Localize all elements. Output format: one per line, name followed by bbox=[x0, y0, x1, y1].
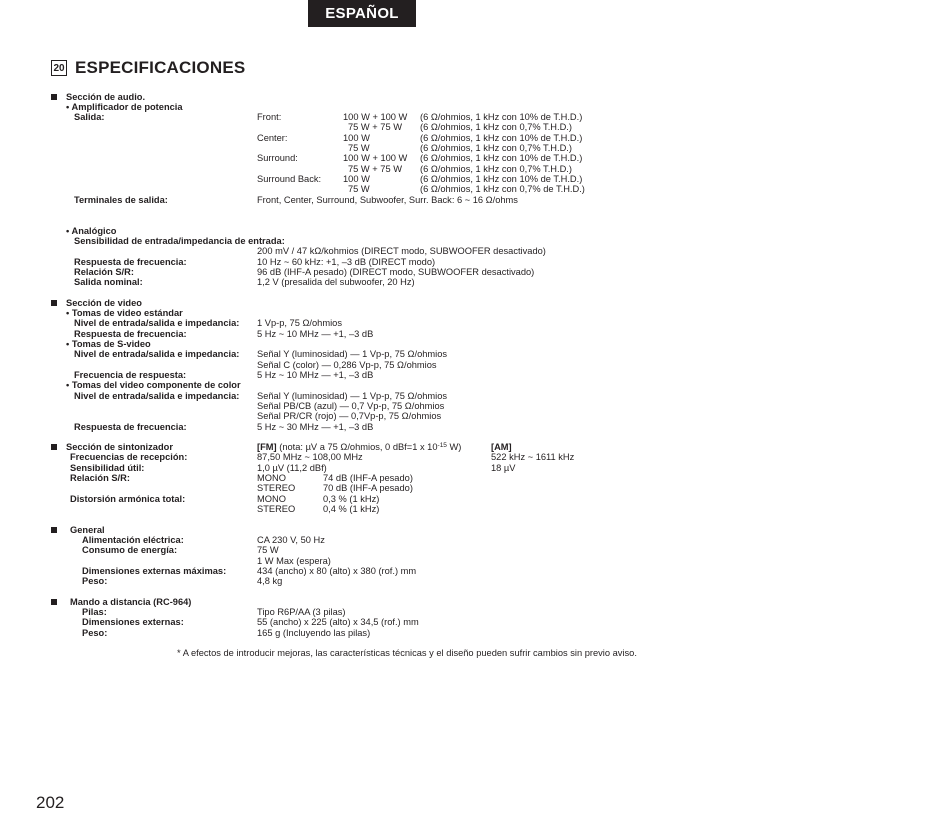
tuner-heading: Sección de sintonizador bbox=[66, 442, 173, 452]
comp-y: Señal Y (luminosidad) — 1 Vp-p, 75 Ω/ohmios bbox=[257, 391, 448, 401]
s-heading: • Tomas de S-video bbox=[66, 339, 151, 349]
fm-note-exponent: -15 bbox=[437, 442, 447, 449]
comp-pr: Señal PR/CR (rojo) — 0,7Vp-p, 75 Ω/ohmios bbox=[257, 411, 442, 421]
bullet-square bbox=[51, 599, 57, 605]
tuner-sn-mono-mode: MONO bbox=[257, 473, 286, 483]
output-spec: (6 Ω/ohmios, 1 kHz con 10% de T.H.D.) bbox=[420, 133, 583, 143]
output-spec: (6 Ω/ohmios, 1 kHz con 10% de T.H.D.) bbox=[420, 153, 583, 163]
output-spec: (6 Ω/ohmios, 1 kHz con 0,7% T.H.D.) bbox=[420, 143, 572, 153]
dist-stereo-mode: STEREO bbox=[257, 504, 296, 514]
fm-header bbox=[257, 442, 461, 452]
dims-value: 434 (ancho) x 80 (alto) x 380 (rof.) mm bbox=[257, 566, 417, 576]
fm-note-end: W) bbox=[446, 442, 462, 452]
resp-label: Respuesta de frecuencia: bbox=[74, 257, 187, 267]
sn-label: Relación S/R: bbox=[74, 267, 134, 277]
comp-heading: • Tomas del video componente de color bbox=[66, 380, 241, 390]
remote-weight-label: Peso: bbox=[82, 628, 108, 638]
s-level-y: Señal Y (luminosidad) — 1 Vp-p, 75 Ω/ohmios bbox=[257, 349, 448, 359]
output-spec: (6 Ω/ohmios, 1 kHz con 10% de T.H.D.) bbox=[420, 112, 583, 122]
std-resp-value: 5 Hz ~ 10 MHz — +1, –3 dB bbox=[257, 329, 374, 339]
output-channel: Surround: bbox=[257, 153, 298, 163]
tuner-sn-label: Relación S/R: bbox=[70, 473, 130, 483]
audio-heading: Sección de audio. bbox=[66, 92, 146, 102]
std-level-label: Nivel de entrada/salida e impedancia: bbox=[74, 318, 240, 328]
consumption-value: 75 W bbox=[257, 545, 279, 555]
freq-am: 522 kHz ~ 1611 kHz bbox=[491, 452, 575, 462]
remote-weight-value: 165 g (Incluyendo las pilas) bbox=[257, 628, 371, 638]
resp-value: 10 Hz ~ 60 kHz: +1, –3 dB (DIRECT modo) bbox=[257, 257, 436, 267]
amp-heading: • Amplificador de potencia bbox=[66, 102, 183, 112]
tuner-sens-am: 18 µV bbox=[491, 463, 516, 473]
comp-resp-value: 5 Hz ~ 30 MHz — +1, –3 dB bbox=[257, 422, 374, 432]
tuner-sn-mono-value: 74 dB (IHF-A pesado) bbox=[323, 473, 413, 483]
dist-label: Distorsión armónica total: bbox=[70, 494, 186, 504]
output-channel: Front: bbox=[257, 112, 282, 122]
standby-value: 1 W Max (espera) bbox=[257, 556, 331, 566]
dist-mono-mode: MONO bbox=[257, 494, 286, 504]
output-channel: Center: bbox=[257, 133, 288, 143]
remote-heading: Mando a distancia (RC-964) bbox=[70, 597, 192, 607]
power-label: Alimentación eléctrica: bbox=[82, 535, 184, 545]
tuner-sn-stereo-mode: STEREO bbox=[257, 483, 296, 493]
fm-label: [FM] bbox=[257, 442, 277, 452]
s-resp-label: Frecuencia de respuesta: bbox=[74, 370, 187, 380]
remote-dims-value: 55 (ancho) x 225 (alto) x 34,5 (rof.) mm bbox=[257, 617, 419, 627]
footnote: * A efectos de introducir mejoras, las características técnicas y el diseño pueden sufrir cambios sin previo aviso. bbox=[177, 648, 637, 658]
freq-fm: 87,50 MHz ~ 108,00 MHz bbox=[257, 452, 363, 462]
std-resp-label: Respuesta de frecuencia: bbox=[74, 329, 187, 339]
weight-value: 4,8 kg bbox=[257, 576, 283, 586]
comp-resp-label: Respuesta de frecuencia: bbox=[74, 422, 187, 432]
dims-label: Dimensiones externas máximas: bbox=[82, 566, 227, 576]
dist-stereo-value: 0,4 % (1 kHz) bbox=[323, 504, 380, 514]
page-number: 202 bbox=[36, 793, 65, 812]
output-spec: (6 Ω/ohmios, 1 kHz con 0,7% T.H.D.) bbox=[420, 122, 572, 132]
freq-label: Frecuencias de recepción: bbox=[70, 452, 188, 462]
nominal-value: 1,2 V (presalida del subwoofer, 20 Hz) bbox=[257, 277, 415, 287]
s-level-c: Señal C (color) — 0,286 Vp-p, 75 Ω/ohmios bbox=[257, 360, 437, 370]
batt-label: Pilas: bbox=[82, 607, 107, 617]
sn-value: 96 dB (IHF-A pesado) (DIRECT modo, SUBWOOFER desactivado) bbox=[257, 267, 535, 277]
bullet-square bbox=[51, 300, 57, 306]
language-tab: ESPAÑOL bbox=[308, 0, 416, 27]
output-power: 100 W + 100 W bbox=[343, 112, 408, 122]
tuner-sens-fm: 1,0 µV (11,2 dBf) bbox=[257, 463, 327, 473]
remote-dims-label: Dimensiones externas: bbox=[82, 617, 184, 627]
comp-pb: Señal PB/CB (azul) — 0,7 Vp-p, 75 Ω/ohmios bbox=[257, 401, 445, 411]
analog-heading: • Analógico bbox=[66, 226, 117, 236]
tuner-sn-stereo-value: 70 dB (IHF-A pesado) bbox=[323, 483, 413, 493]
output-power: 75 W bbox=[348, 184, 370, 194]
output-channel: Surround Back: bbox=[257, 174, 322, 184]
section-number: 20 bbox=[51, 60, 67, 76]
batt-value: Tipo R6P/AA (3 pilas) bbox=[257, 607, 346, 617]
tuner-sens-label: Sensibilidad útil: bbox=[70, 463, 145, 473]
output-power: 100 W bbox=[343, 133, 370, 143]
output-power: 75 W + 75 W bbox=[348, 122, 402, 132]
bullet-square bbox=[51, 527, 57, 533]
bullet-square bbox=[51, 444, 57, 450]
dist-mono-value: 0,3 % (1 kHz) bbox=[323, 494, 380, 504]
std-heading: • Tomas de video estándar bbox=[66, 308, 183, 318]
page-title: ESPECIFICACIONES bbox=[75, 58, 246, 77]
video-heading: Sección de video bbox=[66, 298, 142, 308]
terminales-value: Front, Center, Surround, Subwoofer, Surr. Back: 6 ~ 16 Ω/ohms bbox=[257, 195, 518, 205]
fm-note: (nota: µV a 75 Ω/ohmios, 0 dBf=1 x 10 bbox=[279, 442, 438, 452]
output-power: 100 W + 100 W bbox=[343, 153, 408, 163]
power-value: CA 230 V, 50 Hz bbox=[257, 535, 325, 545]
s-resp-value: 5 Hz ~ 10 MHz — +1, –3 dB bbox=[257, 370, 374, 380]
s-level-label: Nivel de entrada/salida e impedancia: bbox=[74, 349, 240, 359]
comp-level-label: Nivel de entrada/salida e impedancia: bbox=[74, 391, 240, 401]
nominal-label: Salida nominal: bbox=[74, 277, 143, 287]
output-spec: (6 Ω/ohmios, 1 kHz con 0,7% de T.H.D.) bbox=[420, 184, 585, 194]
sens-value: 200 mV / 47 kΩ/kohmios (DIRECT modo, SUBWOOFER desactivado) bbox=[257, 246, 546, 256]
salida-label: Salida: bbox=[74, 112, 105, 122]
output-power: 75 W bbox=[348, 143, 370, 153]
std-level-value: 1 Vp-p, 75 Ω/ohmios bbox=[257, 318, 342, 328]
output-power: 75 W + 75 W bbox=[348, 164, 402, 174]
output-spec: (6 Ω/ohmios, 1 kHz con 0,7% T.H.D.) bbox=[420, 164, 572, 174]
terminales-label: Terminales de salida: bbox=[74, 195, 168, 205]
am-label: [AM] bbox=[491, 442, 512, 452]
general-heading: General bbox=[70, 525, 105, 535]
bullet-square bbox=[51, 94, 57, 100]
output-power: 100 W bbox=[343, 174, 370, 184]
weight-label: Peso: bbox=[82, 576, 108, 586]
consumption-label: Consumo de energía: bbox=[82, 545, 178, 555]
sens-label: Sensibilidad de entrada/impedancia de entrada: bbox=[74, 236, 285, 246]
output-spec: (6 Ω/ohmios, 1 kHz con 10% de T.H.D.) bbox=[420, 174, 583, 184]
